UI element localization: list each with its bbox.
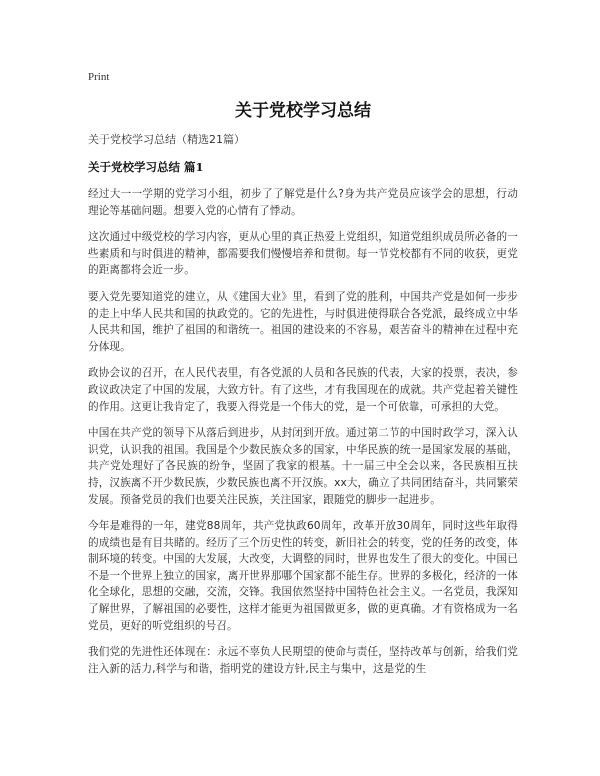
document-subtitle: 关于党校学习总结（精选21篇）: [88, 133, 245, 146]
document-page: [88, 70, 518, 677]
paragraph-4: 政协会议的召开，在人民代表里，有各党派的人员和各民族的代表，大家的投票，表决，参政议政决定了中国的发展，大致方针。有了这些，才有我国现在的成就。共产党起着关键性的作用。这更让我肯定了，我要入得党是一个伟大的党，是一个可依靠，可承担的大党。: [88, 367, 518, 413]
paragraph-3: 要入党先要知道党的建立，从《建国大业》里，看到了党的胜利，中国共产党是如何一步步的走上中华人民共和国的执政党的。它的先进性，与时俱进使得联合各党派，最终成立中华人民共和国，维护了祖国的和谐统一。祖国的建设来的不容易，艰苦奋斗的精神在过程中充分体现。: [88, 290, 518, 353]
paragraph-1: 经过大一一学期的党学习小组，初步了了解党是什么?身为共产党员应该学会的思想，行动理论等基础问题。想要入党的心情有了悸动。: [88, 188, 518, 217]
document-title: 关于党校学习总结: [235, 101, 371, 121]
paragraph-6: 今年是难得的一年，建党88周年，共产党执政60周年，改革开放30周年，同时这些年取得的成绩也是有目共睹的。经历了三个历史性的转变，新旧社会的转变，党的任务的改变，体制环境的转变。中国的大发展，大改变，大调整的同时，世界也发生了很大的变化。中国已不是一个世界上独立的国家，离开世界那哪个国家都不能生存。世界的多极化，经济的一体化全球化，思想的交融，交流，交锋。我国依然坚持中国特色社会主义。一名党员，我深知了解世界，了解祖国的必要性，这样才能更为祖国做更多，做的更真确。才有资格成为一名党员，更好的听党组织的号召。: [88, 520, 518, 632]
paragraph-5: 中国在共产党的领导下从落后到进步，从封闭到开放。通过第二节的中国时政学习，深入认识党，认识我的祖国。我国是个少数民族众多的国家，中华民族的统一是国家发展的基础，共产党处理好了各民族的纷争，坚固了我家的根基。十一届三中全会以来，各民族相互扶持，汉族离不开少数民族，少数民族也离不开汉族。xx大，确立了共同团结奋斗，共同繁荣发展。预备党员的我们也要关注民族，关注国家，跟随党的脚步一起进步。: [88, 427, 518, 506]
paragraph-2: 这次通过中级党校的学习内容，更从心里的真正热爱上党组织，知道党组织成员所必备的一些素质和与时俱进的精神，都需要我们慢慢培养和贯彻。每一节党校都有不同的收获，更党的距离都将会近一步。: [88, 231, 518, 277]
print-label: Print: [88, 71, 110, 83]
paragraph-7: 我们党的先进性还体现在：永远不辜负人民期望的使命与责任，坚持改革与创新，给我们党注入新的活力,科学与和谐，指明党的建设方针,民主与集中，这是党的生: [88, 646, 518, 675]
section-heading: 关于党校学习总结 篇1: [88, 160, 204, 174]
